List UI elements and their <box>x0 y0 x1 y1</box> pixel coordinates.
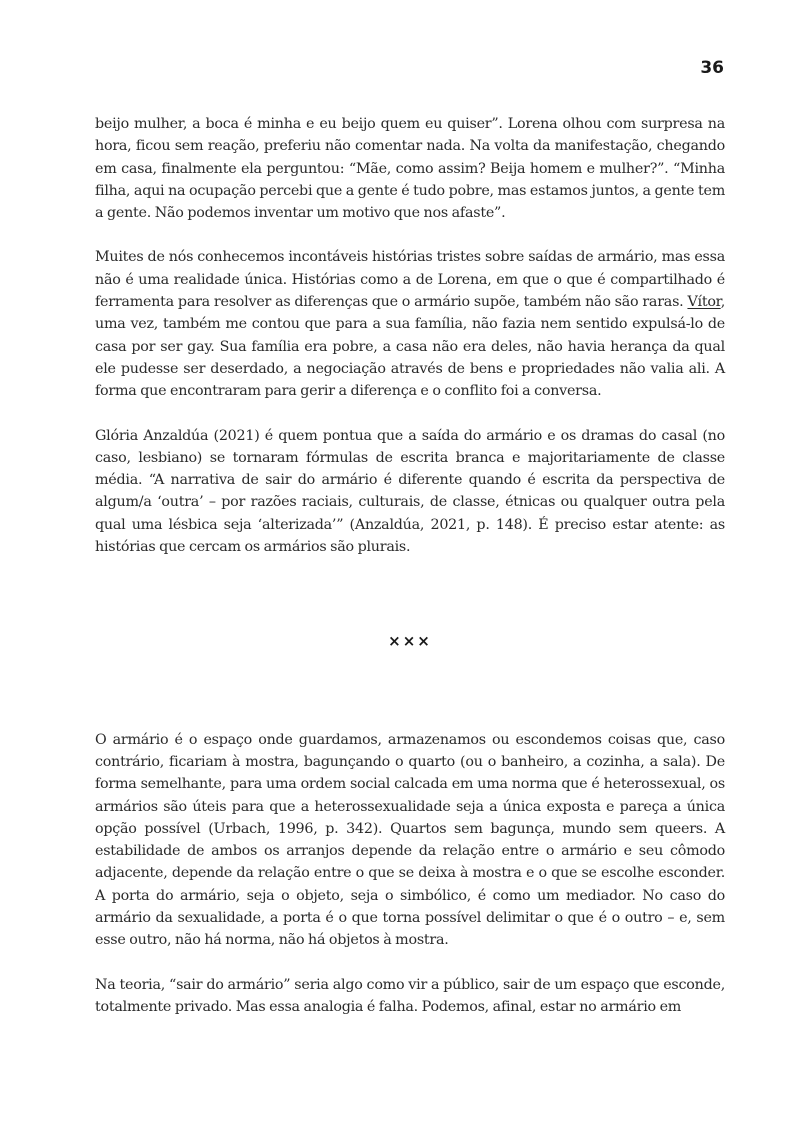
paragraph-2 <box>95 246 725 402</box>
section-separator: ××× <box>388 632 432 651</box>
paragraph-3: Glória Anzaldúa (2021) é quem pontua que a saída do armário e os dramas do casal (no caso, lesbiano) se tornaram fórmulas de escrita branca e majoritariamente de classe média. “A narrativa de sair do armário é diferente quando é escrita da perspectiva de algum/a ‘outra’ – por razões raciais, culturais, de classe, étnicas ou qualquer outra pela qual uma lésbica seja ‘alterizada’” (Anzaldúa, 2021, p. 148). É preciso estar atente: as histórias que cercam os armários são plurais. <box>95 427 725 556</box>
page-number: 36 <box>700 58 724 78</box>
body-text <box>95 113 725 1040</box>
paragraph-4: O armário é o espaço onde guardamos, armazenamos ou escondemos coisas que, caso contrário, ficariam à mostra, bagunçando o quarto (ou o banheiro, a cozinha, a sala). De forma semelhante, para uma ordem social calcada em uma norma que é heterossexual, os armários são úteis para que a heterossexualidade seja a única exposta e pareça a única opção possível (Urbach, 1996, p. 342). Quartos sem bagunça, mundo sem queers. A estabilidade de ambos os arranjos depende da relação entre o armário e seu cômodo adjacente, depende da relação entre o que se deixa à mostra e o que se escolhe esconder. A porta do armário, seja o objeto, seja o simbólico, é como um mediador. No caso do armário da sexualidade, a porta é o que torna possível delimitar o que é o outro – e, sem esse outro, não há norma, não há objetos à mostra. <box>95 731 725 949</box>
name-link-vitor[interactable]: Vítor <box>687 294 721 311</box>
paragraph-5: Na teoria, “sair do armário” seria algo como vir a público, sair de um espaço que esconde, totalmente privado. Mas essa analogia é falha. Podemos, afinal, estar no armário em <box>95 976 725 1015</box>
paragraph-2-text-before: Muites de nós conhecemos incontáveis histórias tristes sobre saídas de armário, mas essa não é uma realidade única. Histórias como a de Lorena, em que o que é compartilhado é ferramenta para resolver as diferenças que o armário supõe, também não são raras. <box>95 249 725 311</box>
paragraph-2-text-after: , uma vez, também me contou que para a sua família, não fazia nem sentido expulsá-lo de casa por ser gay. Sua família era pobre, a casa não era deles, não havia herança da qual ele pudesse ser deserdado, a negociação através de bens e propriedades não valia ali. A forma que encontraram para gerir a diferença e o conflito foi a conversa. <box>95 294 725 400</box>
paragraph-1: beijo mulher, a boca é minha e eu beijo quem eu quiser”. Lorena olhou com surpresa na hora, ficou sem reação, preferiu não comentar nada. Na volta da manifestação, chegando em casa, finalmente ela perguntou: “Mãe, como assim? Beija homem e mulher?”. “Minha filha, aqui na ocupação percebi que a gente é tudo pobre, mas estamos juntos, a gente tem a gente. Não podemos inventar um motivo que nos afaste”. <box>95 116 725 222</box>
